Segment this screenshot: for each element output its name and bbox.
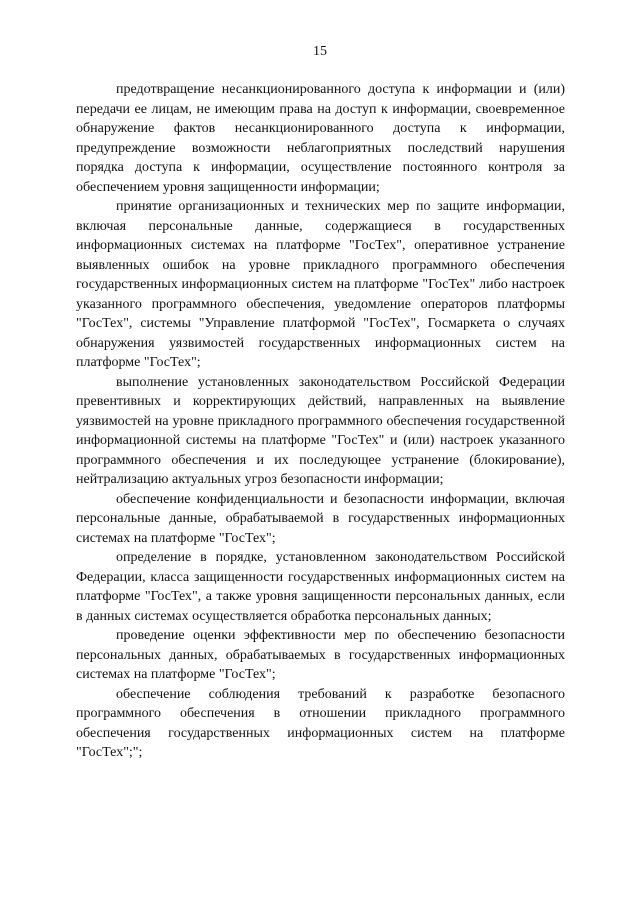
paragraph-confidentiality: обеспечение конфиденциальности и безопасности информации, включая персональные данные, обрабатываемой в государственных информационных системах на платформе "ГосТех"; xyxy=(76,491,565,546)
paragraph-protection-measures: принятие организационных и технических мер по защите информации, включая персональные данные, содержащиеся в государственных информационных системах на платформе "ГосТех", оперативное устранение выявленных ошибок на уровне прикладного программного обеспечения государственных информационных систем на платформе "ГосТех" либо настроек указанного программного обеспечения, уведомление операторов платформы "ГосТех", системы "Управление платформой "ГосТех", Госмаркета о случаях обнаружения уязвимостей государственных информационных систем на платформе "ГосТех"; xyxy=(76,199,565,370)
page-number: 15 xyxy=(313,44,327,59)
document-body xyxy=(76,80,565,763)
paragraph-security-class: определение в порядке, установленном законодательством Российской Федерации, класса защищенности государственных информационных систем на платформе "ГосТех", а также уровня защищенности персональных данных, если в данных системах осуществляется обработка персональных данных; xyxy=(76,550,565,624)
paragraph-unauthorized-access: предотвращение несанкционированного доступа к информации и (или) передачи ее лицам, не имеющим права на доступ к информации, своевременное обнаружение фактов несанкционированного доступа к информации, предупреждение возможности неблагоприятных последствий нарушения порядка доступа к информации, осуществление постоянного контроля за обеспечением уровня защищенности информации; xyxy=(76,82,565,195)
paragraph-efficiency-assessment: проведение оценки эффективности мер по обеспечению безопасности персональных данных, обрабатываемых в государственных информационных системах на платформе "ГосТех"; xyxy=(76,628,565,682)
paragraph-secure-development: обеспечение соблюдения требований к разработке безопасного программного обеспечения в отношении прикладного программного обеспечения государственных информационных систем на платформе "ГосТех";"; xyxy=(76,686,565,760)
paragraph-preventive-actions: выполнение установленных законодательством Российской Федерации превентивных и корректирующих действий, направленных на выявление уязвимостей на уровне прикладного программного обеспечения государственной информационной системы на платформе "ГосТех" и (или) настроек указанного программного обеспечения и их последующее устранение (блокирование), нейтрализацию актуальных угроз безопасности информации; xyxy=(76,374,565,487)
